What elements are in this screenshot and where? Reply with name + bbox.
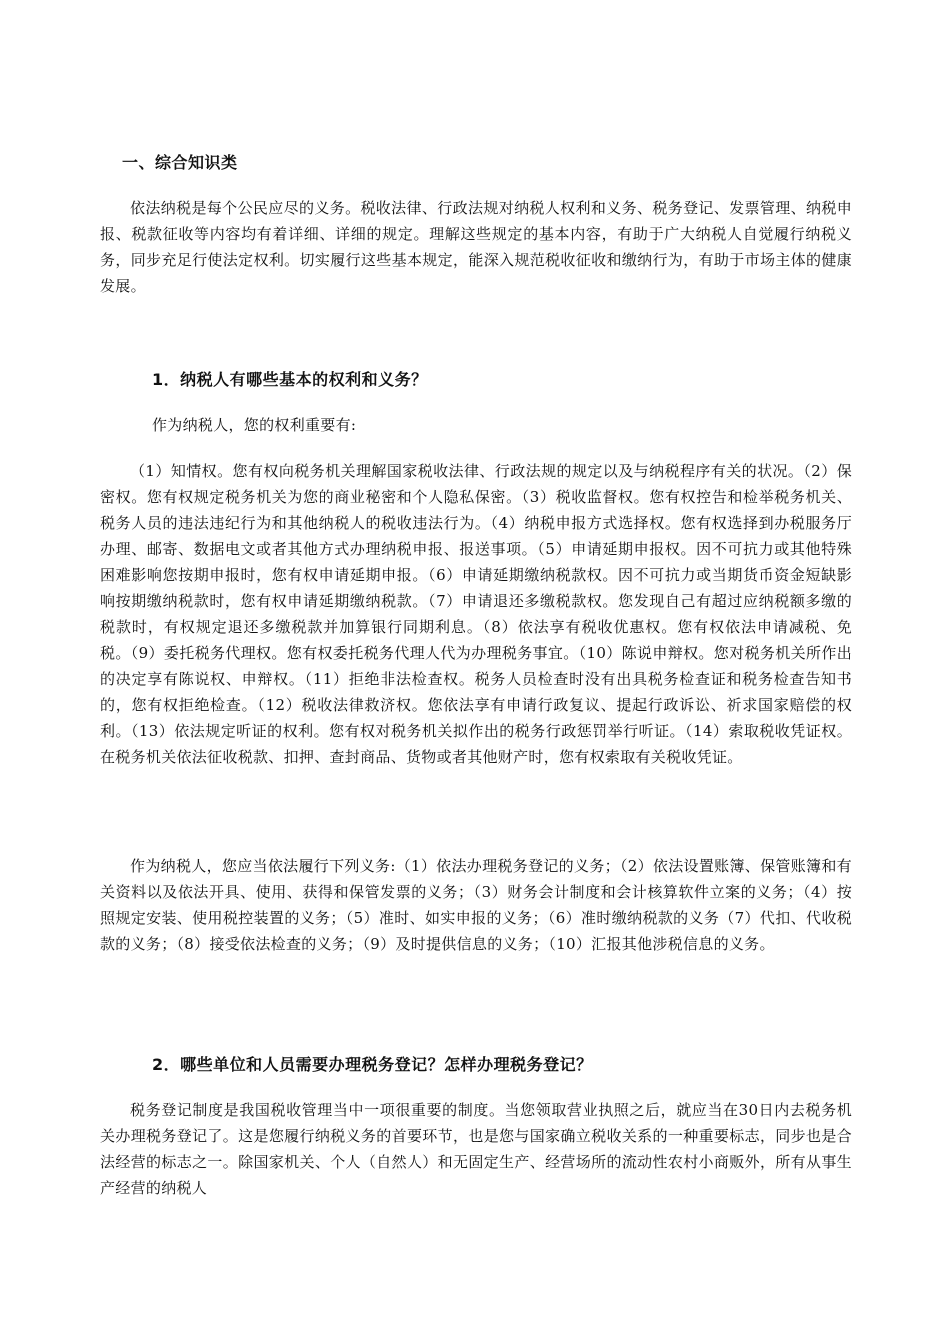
- rights-paragraph: （1）知情权。您有权向税务机关理解国家税收法律、行政法规的规定以及与纳税程序有关的状况。（2）保密权。您有权规定税务机关为您的商业秘密和个人隐私保密。（3）税收监督权。您有权控告和检举税务机关、税务人员的违法违纪行为和其他纳税人的税收违法行为。（4）纳税申报方式选择权。您有权选择到办税服务厅办理、邮寄、数据电文或者其他方式办理纳税申报、报送事项。（5）申请延期申报权。因不可抗力或其他特殊困难影响您按期申报时，您有权申请延期申报。（6）申请延期缴纳税款权。因不可抗力或当期货币资金短缺影响按期缴纳税款时，您有权申请延期缴纳税款。（7）申请退还多缴税款权。您发现自己有超过应纳税额多缴的税款时，有权规定退还多缴税款并加算银行同期利息。（8）依法享有税收优惠权。您有权依法申请减税、免税。（9）委托税务代理权。您有权委托税务代理人代为办理税务事宜。（10）陈说申辩权。您对税务机关所作出的决定享有陈说权、申辩权。（11）拒绝非法检查权。税务人员检查时没有出具税务检查证和税务检查告知书的，您有权拒绝检查。（12）税收法律救济权。您依法享有申请行政复议、提起行政诉讼、祈求国家赔偿的权利。（13）依法规定听证的权利。您有权对税务机关拟作出的税务行政惩罚举行听证。（14）索取税收凭证权。在税务机关依法征收税款、扣押、查封商品、货物或者其他财产时，您有权索取有关税收凭证。: [100, 462, 852, 766]
- rights-intro: 作为纳税人，您的权利重要有:: [152, 416, 357, 434]
- question-1-heading: 1．纳税人有哪些基本的权利和义务？: [152, 370, 428, 389]
- intro-paragraph: 依法纳税是每个公民应尽的义务。税收法律、行政法规对纳税人权利和义务、税务登记、发票管理、纳税申报、税款征收等内容均有着详细、详细的规定。理解这些规定的基本内容，有助于广大纳税人自觉履行纳税义务，同步充足行使法定权利。切实履行这些基本规定，能深入规范税收征收和缴纳行为，有助于市场主体的健康发展。: [100, 199, 852, 295]
- question-2-heading: 2．哪些单位和人员需要办理税务登记？怎样办理税务登记？: [152, 1055, 593, 1074]
- registration-paragraph: 税务登记制度是我国税收管理当中一项很重要的制度。当您领取营业执照之后，就应当在30日内去税务机关办理税务登记了。这是您履行纳税义务的首要环节，也是您与国家确立税收关系的一种重要标志，同步也是合法经营的标志之一。除国家机关、个人（自然人）和无固定生产、经营场所的流动性农村小商贩外，所有从事生产经营的纳税人: [100, 1101, 852, 1197]
- section-heading: 一、综合知识类: [122, 153, 238, 172]
- duties-paragraph: 作为纳税人，您应当依法履行下列义务:（1）依法办理税务登记的义务；（2）依法设置账簿、保管账簿和有关资料以及依法开具、使用、获得和保管发票的义务；（3）财务会计制度和会计核算软件立案的义务；（4）按照规定安装、使用税控装置的义务；（5）准时、如实申报的义务；（6）准时缴纳税款的义务（7）代扣、代收税款的义务；（8）接受依法检查的义务；（9）及时提供信息的义务；（10）汇报其他涉税信息的义务。: [100, 857, 852, 953]
